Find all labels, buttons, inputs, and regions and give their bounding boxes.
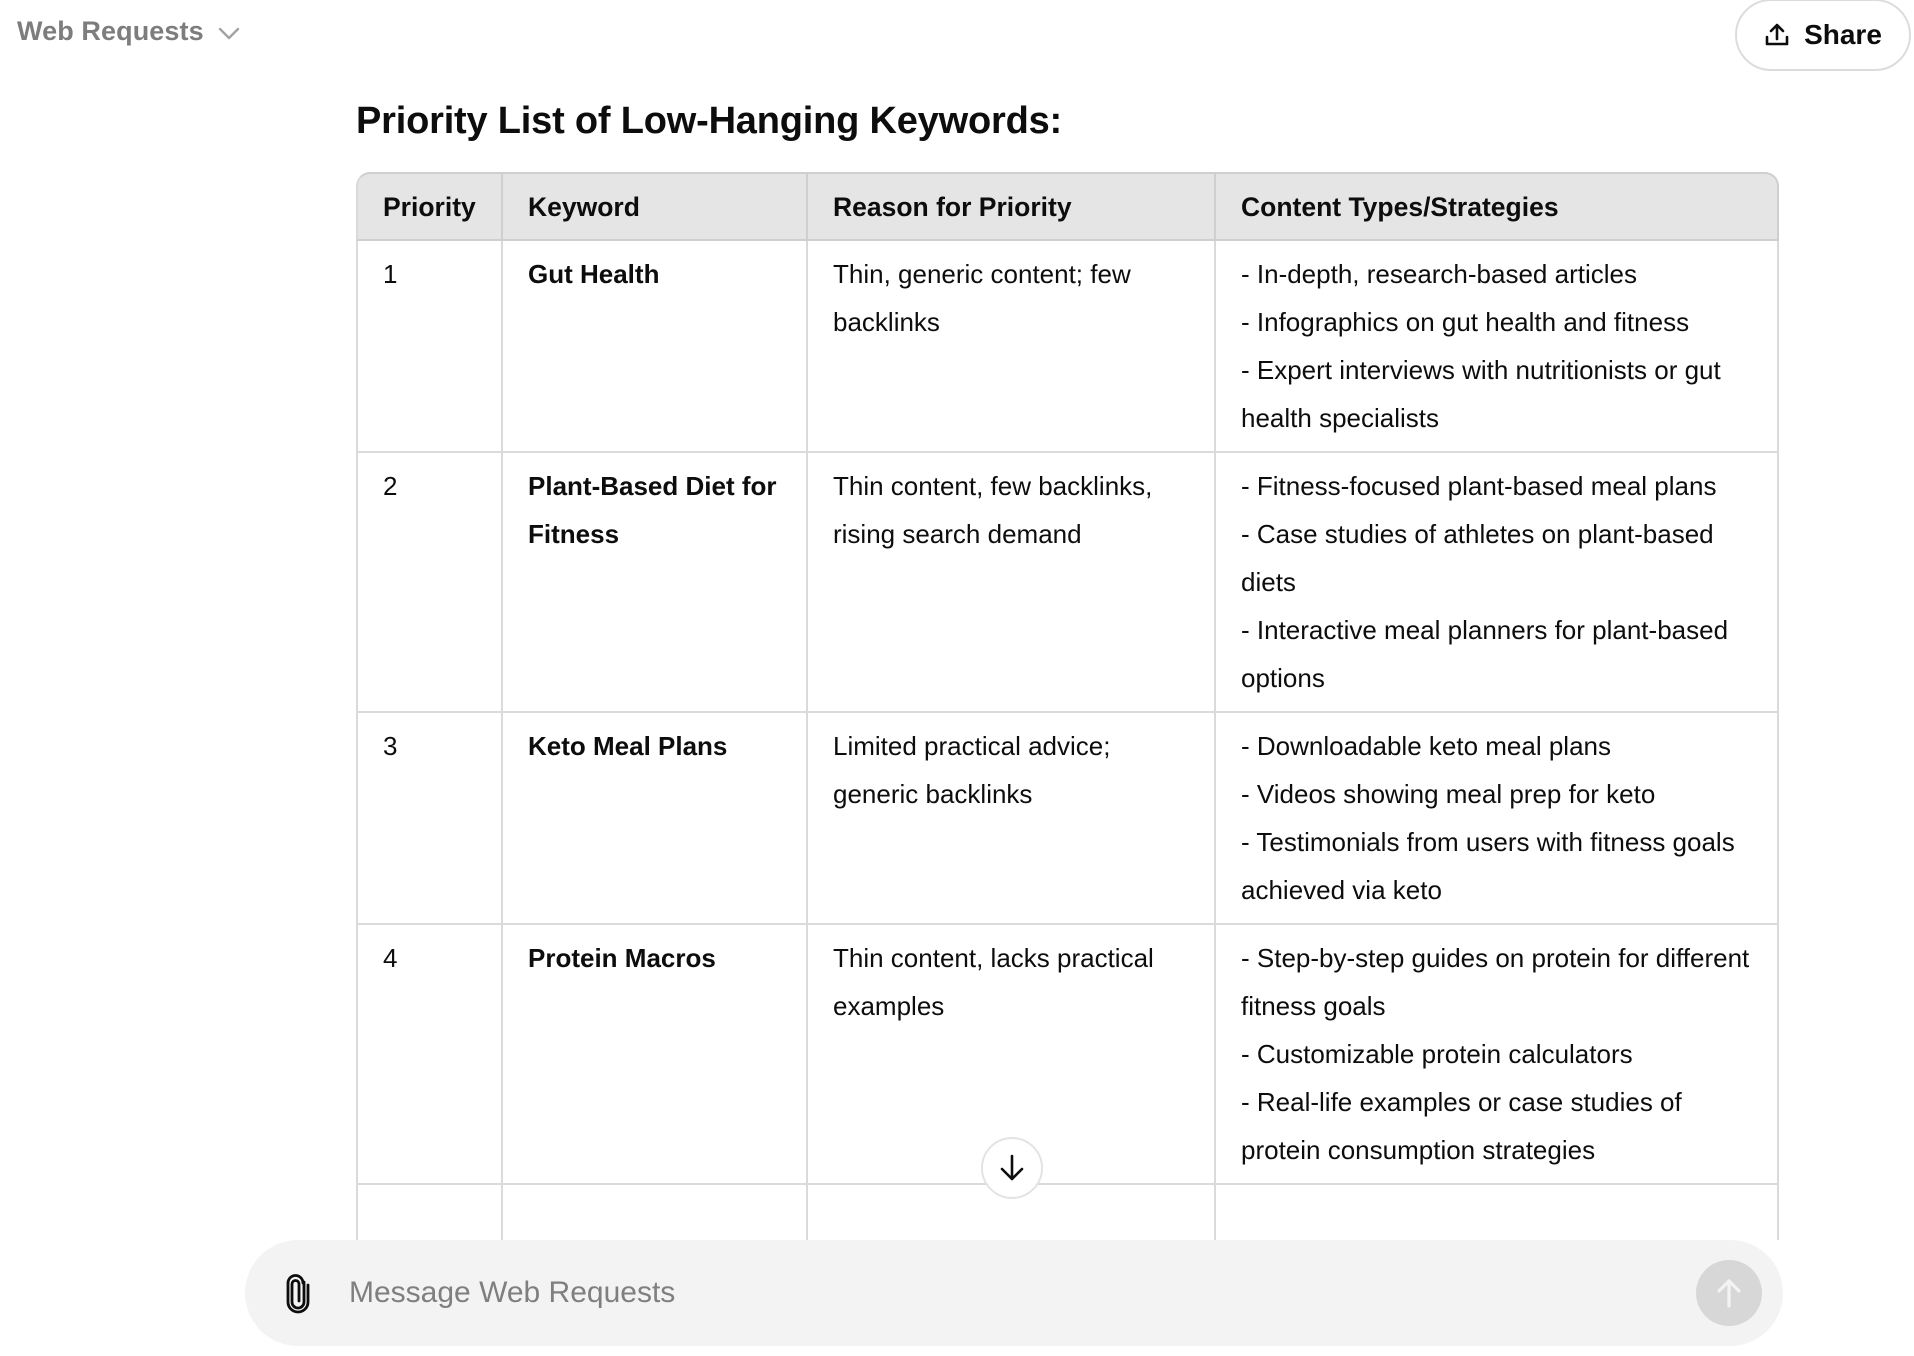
paperclip-icon[interactable] xyxy=(283,1273,313,1315)
table-header-row xyxy=(356,172,1779,241)
chat-title: Web Requests xyxy=(17,16,204,46)
column-header-strategies: Content Types/Strategies xyxy=(1216,172,1779,241)
reason-cell: Thin content, few backlinks, rising search demand xyxy=(808,453,1216,713)
keyword-cell: Plant-Based Diet for Fitness xyxy=(503,453,808,713)
table-row xyxy=(356,713,1779,925)
keyword-cell: Keto Meal Plans xyxy=(503,713,808,925)
keywords-table xyxy=(356,172,1779,1240)
strategy-item: - Interactive meal planners for plant-based options xyxy=(1241,615,1729,693)
priority-cell: 4 xyxy=(356,925,503,1185)
scroll-to-bottom-button[interactable] xyxy=(981,1137,1043,1199)
share-button-label: Share xyxy=(1804,19,1882,50)
table-row xyxy=(356,453,1779,713)
priority-cell: 2 xyxy=(356,453,503,713)
keyword-cell: Gut Health xyxy=(503,241,808,453)
strategies-cell xyxy=(1216,241,1779,453)
priority-cell: 1 xyxy=(356,241,503,453)
send-button[interactable] xyxy=(1696,1260,1762,1326)
keyword-cell: Protein Macros xyxy=(503,925,808,1185)
strategy-item: - Infographics on gut health and fitness xyxy=(1241,307,1690,337)
strategies-cell xyxy=(1216,925,1779,1185)
column-header-keyword: Keyword xyxy=(503,172,808,241)
keywords-table-container xyxy=(356,172,1779,1240)
strategies-cell xyxy=(1216,1185,1779,1240)
table-row xyxy=(356,925,1779,1185)
strategy-item: - Videos showing meal prep for keto xyxy=(1241,779,1656,809)
priority-cell xyxy=(356,1185,503,1240)
priority-cell: 3 xyxy=(356,713,503,925)
arrow-up-icon xyxy=(1714,1276,1744,1310)
arrow-down-icon xyxy=(998,1153,1026,1183)
section-heading: Priority List of Low-Hanging Keywords: xyxy=(356,100,1062,142)
strategies-cell xyxy=(1216,453,1779,713)
table-row-partial xyxy=(356,1185,1779,1240)
strategies-cell xyxy=(1216,713,1779,925)
strategy-item: - Testimonials from users with fitness goals achieved via keto xyxy=(1241,827,1735,905)
strategy-item: - Case studies of athletes on plant-based diets xyxy=(1241,519,1714,597)
table-row xyxy=(356,241,1779,453)
strategy-item: - Fitness-focused plant-based meal plans xyxy=(1241,471,1717,501)
strategy-item: - Expert interviews with nutritionists or gut health specialists xyxy=(1241,355,1721,433)
strategy-item: - Downloadable keto meal plans xyxy=(1241,731,1611,761)
column-header-priority: Priority xyxy=(356,172,503,241)
column-header-reason: Reason for Priority xyxy=(808,172,1216,241)
strategy-item: - Step-by-step guides on protein for different fitness goals xyxy=(1241,943,1750,1021)
strategy-item: - In-depth, research-based articles xyxy=(1241,259,1637,289)
reason-cell: Limited practical advice; generic backlinks xyxy=(808,713,1216,925)
reason-cell: Thin, generic content; few backlinks xyxy=(808,241,1216,453)
reason-cell: Thin content, lacks practical examples xyxy=(808,925,1216,1185)
message-input[interactable] xyxy=(349,1266,1599,1320)
message-composer xyxy=(245,1240,1783,1346)
strategy-item: - Customizable protein calculators xyxy=(1241,1039,1633,1069)
strategy-item: - Real-life examples or case studies of protein consumption strategies xyxy=(1241,1087,1682,1165)
keyword-cell xyxy=(503,1185,808,1240)
